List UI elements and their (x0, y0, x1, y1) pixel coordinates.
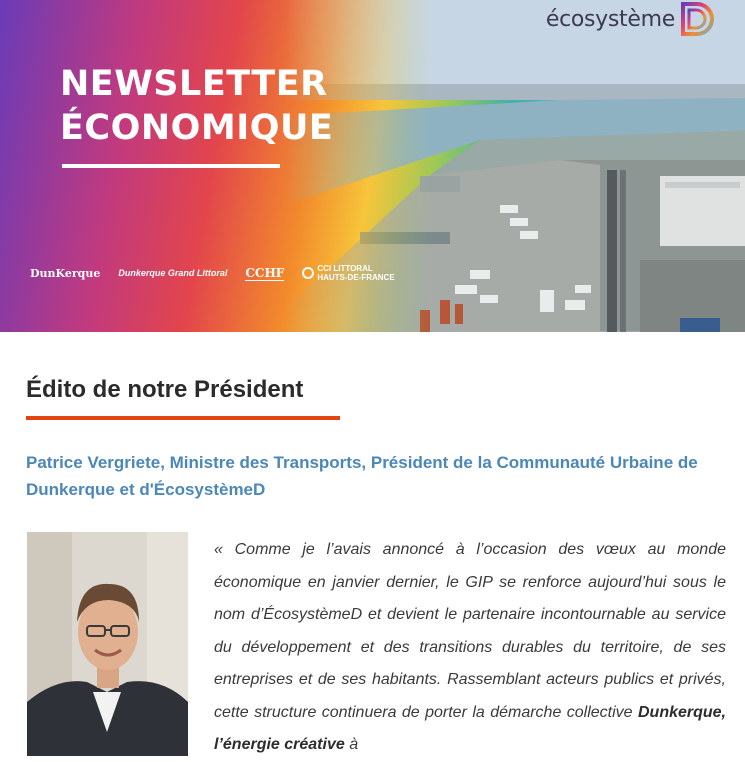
partner-cci-logo (302, 264, 395, 282)
partner-logos (30, 264, 395, 282)
portrait-image (27, 532, 188, 756)
title-underline (62, 164, 280, 168)
cci-label: CCI LITTORAL HAUTS-DE-FRANCE (317, 264, 395, 282)
title-line-1: NEWSLETTER (60, 64, 328, 104)
hero-banner (0, 0, 745, 332)
cci-icon (302, 267, 314, 279)
brand-d-icon (679, 2, 717, 36)
brand-name: écosystème (545, 6, 675, 32)
president-photo (27, 532, 188, 756)
quote-tail: à (344, 736, 359, 753)
edito-title-underline (26, 416, 340, 420)
quote-emphasis: Dunkerque, l’énergie créative (214, 703, 726, 753)
partner-grand-littoral-logo: Dunkerque Grand Littoral (118, 267, 228, 278)
partner-dunkerque-logo: DunKerque (30, 266, 101, 280)
edito-quote (214, 534, 726, 762)
quote-body: « Comme je l’avais annoncé à l’occasion des vœux au monde économique en janvier dernier, le GIP se renforce aujourd’hui sous le nom d’ÉcosystèmeD et devient le partenaire incontournable au service du développement et des transitions durables du territoire, de ses entreprises et de ses habitants. Rassemblant acteurs publics et privés, cette structure continuera de porter la démarche collective (214, 541, 726, 721)
newsletter-title (60, 62, 333, 150)
title-line-2: ÉCONOMIQUE (60, 108, 334, 148)
partner-cchf-logo: CCHF (245, 265, 285, 280)
ecosystemed-logo (546, 2, 717, 36)
edito-author: Patrice Vergriete, Ministre des Transports, Président de la Communauté Urbaine de Dunkerque et d'ÉcosystèmeD (26, 453, 698, 499)
edito-title: Édito de notre Président (26, 376, 304, 403)
